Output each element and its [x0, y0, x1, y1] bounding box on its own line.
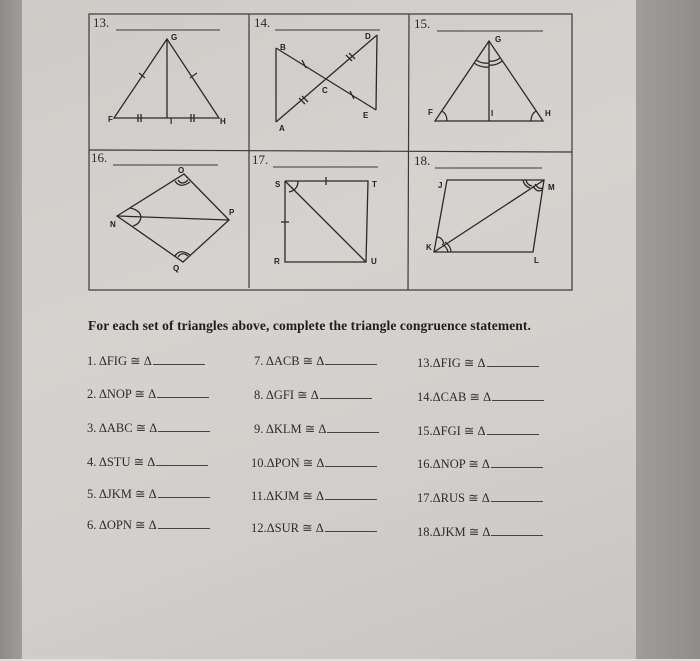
statement-14: 14.ΔCAB ≅ Δ	[417, 389, 544, 405]
grid-divider	[408, 14, 409, 290]
vertex-label: Q	[173, 264, 180, 273]
vertex-label: U	[371, 257, 377, 266]
vertex-label: D	[365, 32, 371, 41]
vertex-label: I	[170, 117, 173, 126]
statement-4: 4. ΔSTU ≅ Δ	[87, 454, 208, 470]
answer-blank-14[interactable]	[275, 20, 380, 30]
figure-14-triangles	[276, 35, 377, 122]
answer-blank[interactable]	[491, 457, 543, 468]
answer-blank[interactable]	[491, 525, 543, 536]
instruction-text: For each set of triangles above, complete the triangle congruence statement.	[88, 318, 531, 333]
answer-blank-15[interactable]	[437, 21, 543, 31]
statement-15: 15.ΔFGI ≅ Δ	[417, 423, 539, 439]
cell-number: 13.	[93, 15, 110, 30]
vertex-label: N	[110, 220, 116, 229]
vertex-label: J	[438, 181, 443, 190]
answer-blank[interactable]	[158, 487, 210, 498]
answer-blank[interactable]	[320, 388, 372, 399]
vertex-label: M	[548, 183, 555, 192]
vertex-label: F	[428, 108, 433, 117]
answer-blank[interactable]	[156, 455, 208, 466]
figure-15-triangles	[435, 41, 543, 121]
cell-number: 15.	[414, 16, 431, 31]
answer-blank[interactable]	[327, 422, 379, 433]
grid-divider	[89, 150, 572, 152]
statement-16: 16.ΔNOP ≅ Δ	[417, 456, 543, 472]
answer-blank[interactable]	[325, 489, 377, 500]
answer-blank[interactable]	[325, 456, 377, 467]
statement-1: 1. ΔFIG ≅ Δ	[87, 353, 205, 369]
cell-number: 17.	[252, 152, 269, 167]
statement-12: 12.ΔSUR ≅ Δ	[251, 520, 377, 536]
statement-7: 7. ΔACB ≅ Δ	[254, 353, 377, 369]
answer-blank-17[interactable]	[273, 157, 378, 167]
statement-5: 5. ΔJKM ≅ Δ	[87, 486, 210, 502]
vertex-label: T	[372, 180, 377, 189]
vertex-label: S	[275, 180, 281, 189]
vertex-label: A	[279, 124, 285, 133]
vertex-label: H	[545, 109, 551, 118]
answer-blank[interactable]	[153, 354, 205, 365]
vertex-label: L	[534, 256, 539, 265]
statement-13: 13.ΔFIG ≅ Δ	[417, 355, 539, 371]
vertex-label: C	[322, 86, 328, 95]
vertex-label: O	[178, 166, 185, 175]
statement-6: 6. ΔOPN ≅ Δ	[87, 517, 210, 533]
vertex-label: G	[495, 35, 502, 44]
figure-18-triangles	[434, 180, 544, 252]
figure-16-triangles	[117, 174, 229, 262]
answer-blank-16[interactable]	[113, 155, 218, 165]
answer-blank-13[interactable]	[116, 20, 220, 30]
statement-10: 10.ΔPON ≅ Δ	[251, 455, 377, 471]
answer-blank[interactable]	[158, 518, 210, 529]
answer-blank[interactable]	[487, 356, 539, 367]
answer-blank[interactable]	[158, 421, 210, 432]
figure-17-triangles	[281, 177, 368, 262]
vertex-label: E	[363, 111, 369, 120]
statement-3: 3. ΔABC ≅ Δ	[87, 420, 210, 436]
vertex-label: P	[229, 208, 235, 217]
statement-11: 11.ΔKJM ≅ Δ	[251, 488, 377, 504]
vertex-label: F	[108, 115, 113, 124]
statement-2: 2. ΔNOP ≅ Δ	[87, 386, 209, 402]
cell-number: 16.	[91, 150, 108, 165]
cell-number: 18.	[414, 153, 431, 168]
answer-blank[interactable]	[487, 424, 539, 435]
vertex-label: K	[426, 243, 432, 252]
answer-blank-18[interactable]	[435, 158, 542, 168]
statement-18: 18.ΔJKM ≅ Δ	[417, 524, 543, 540]
vertex-label: B	[280, 43, 286, 52]
vertex-label: R	[274, 257, 280, 266]
statement-8: 8. ΔGFI ≅ Δ	[254, 387, 372, 403]
cell-number: 14.	[254, 15, 271, 30]
vertex-label: H	[220, 117, 226, 126]
statement-9: 9. ΔKLM ≅ Δ	[254, 421, 379, 437]
answer-blank[interactable]	[325, 521, 377, 532]
figure-13-triangles	[114, 39, 219, 122]
answer-blank[interactable]	[157, 387, 209, 398]
vertex-label: G	[171, 33, 178, 42]
answer-blank[interactable]	[492, 390, 544, 401]
answer-blank[interactable]	[325, 354, 377, 365]
statement-17: 17.ΔRUS ≅ Δ	[417, 490, 543, 506]
answer-blank[interactable]	[491, 491, 543, 502]
vertex-label: I	[491, 109, 494, 118]
